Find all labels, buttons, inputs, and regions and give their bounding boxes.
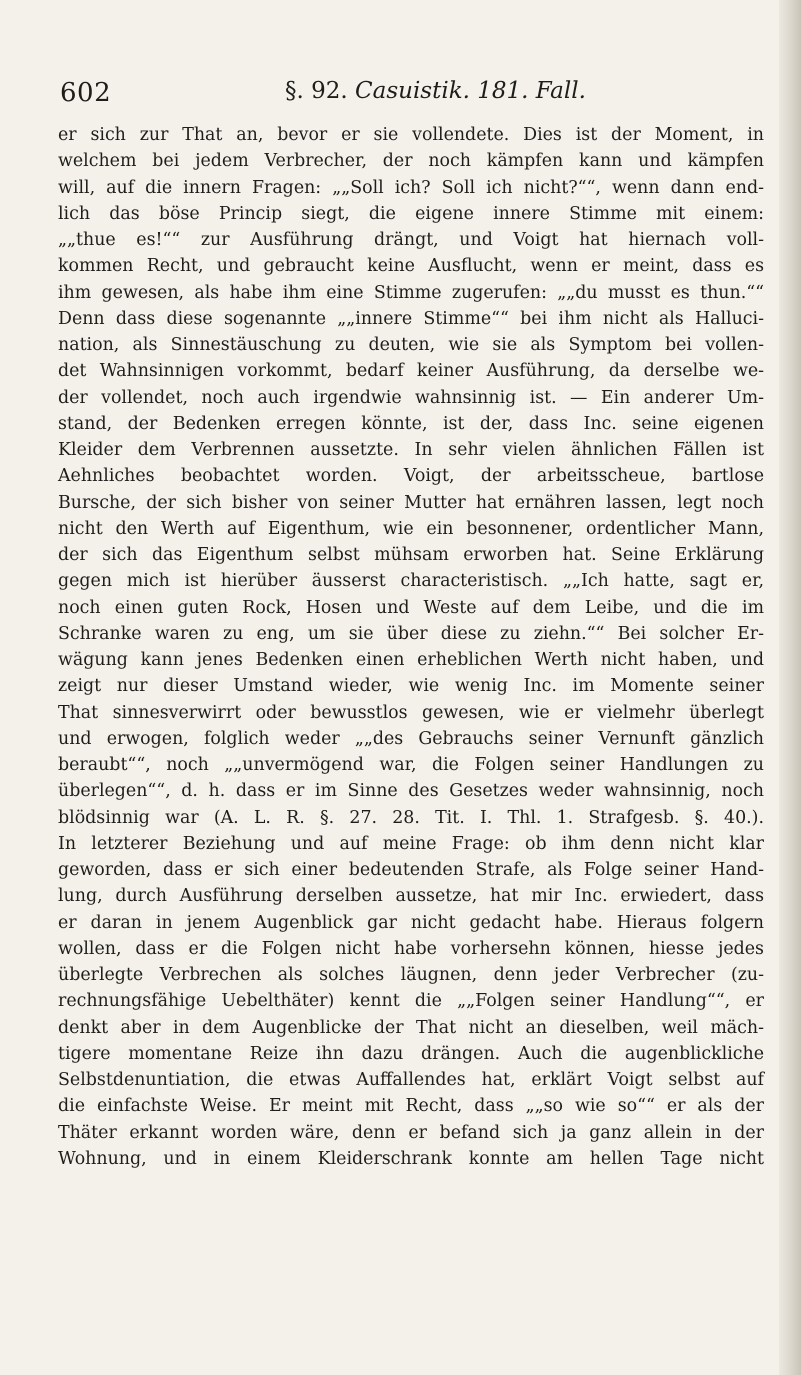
text-line: Aehnliches beobachtet worden. Voigt, der arbeitsscheue, bartlose xyxy=(58,466,764,487)
section-title: Casuistik. xyxy=(355,78,470,104)
text-line: gegen mich ist hierüber äusserst characteristisch. „„Ich hatte, sagt er, xyxy=(58,571,764,592)
text-line: wollen, dass er die Folgen nicht habe vorhersehn können, hiesse jedes xyxy=(58,938,764,959)
text-line: tigere momentane Reize ihn dazu drängen. Auch die augenblickliche xyxy=(58,1043,764,1064)
text-line: det Wahnsinnigen vorkommt, bedarf keiner Ausführung, da derselbe we- xyxy=(58,361,764,382)
text-line: die einfachste Weise. Er meint mit Recht, dass „„so wie so““ er als der xyxy=(58,1096,764,1117)
text-line: will, auf die innern Fragen: „„Soll ich? Soll ich nicht?““, wenn dann end- xyxy=(58,177,764,198)
text-line: noch einen guten Rock, Hosen und Weste auf dem Leibe, und die im xyxy=(58,597,764,618)
text-line: In letzterer Beziehung und auf meine Frage: ob ihm denn nicht klar xyxy=(58,833,764,854)
body-text xyxy=(58,122,764,1172)
text-line: überlegte Verbrechen als solches läugnen, denn jeder Verbrecher (zu- xyxy=(58,965,764,985)
text-line: rechnungsfähige Uebelthäter) kennt die „„Folgen seiner Handlung““, er xyxy=(58,991,764,1012)
text-line: Denn dass diese sogenannte „„innere Stimme““ bei ihm nicht als Halluci- xyxy=(58,308,764,329)
text-line: stand, der Bedenken erregen könnte, ist der, dass Inc. seine eigenen xyxy=(58,413,764,434)
case-number: 181. Fall. xyxy=(477,78,586,104)
text-line: und erwogen, folglich weder „„des Gebrauchs seiner Vernunft gänzlich xyxy=(58,728,764,749)
text-line: denkt aber in dem Augenblicke der That nicht an dieselben, weil mäch- xyxy=(58,1017,764,1038)
text-line: Selbstdenuntiation, die etwas Auffallendes hat, erklärt Voigt selbst auf xyxy=(58,1070,764,1090)
text-line: lich das böse Princip siegt, die eigene innere Stimme mit einem: xyxy=(58,203,764,224)
running-head xyxy=(285,78,586,104)
page-edge-shadow xyxy=(779,0,801,1375)
text-line: Thäter erkannt worden wäre, denn er befand sich ja ganz allein in der xyxy=(58,1122,764,1143)
text-line: zeigt nur dieser Umstand wieder, wie wenig Inc. im Momente seiner xyxy=(58,676,764,697)
text-line: welchem bei jedem Verbrecher, der noch kämpfen kann und kämpfen xyxy=(58,151,764,172)
text-line: kommen Recht, und gebraucht keine Ausflucht, wenn er meint, dass es xyxy=(58,256,764,277)
text-line: er daran in jenem Augenblick gar nicht gedacht habe. Hieraus folgern xyxy=(58,912,764,933)
text-line: er sich zur That an, bevor er sie vollendete. Dies ist der Moment, in xyxy=(58,125,764,145)
text-line: geworden, dass er sich einer bedeutenden Strafe, als Folge seiner Hand- xyxy=(58,860,764,880)
text-line: Kleider dem Verbrennen aussetzte. In sehr vielen ähnlichen Fällen ist xyxy=(58,440,764,460)
text-line: wägung kann jenes Bedenken einen erheblichen Werth nicht haben, und xyxy=(58,650,764,670)
text-line: der vollendet, noch auch irgendwie wahnsinnig ist. — Ein anderer Um- xyxy=(58,387,764,408)
text-line: That sinnesverwirrt oder bewusstlos gewesen, wie er vielmehr überlegt xyxy=(58,702,764,723)
text-line: der sich das Eigenthum selbst mühsam erworben hat. Seine Erklärung xyxy=(58,545,764,565)
section-number: §. 92. xyxy=(285,78,348,104)
text-line: blödsinnig war (A. L. R. §. 27. 28. Tit. I. Thl. 1. Strafgesb. §. 40.). xyxy=(58,807,764,828)
text-line: überlegen““, d. h. dass er im Sinne des Gesetzes weder wahnsinnig, noch xyxy=(58,781,764,802)
text-line: Bursche, der sich bisher von seiner Mutter hat ernähren lassen, legt noch xyxy=(58,492,764,513)
text-line: Schranke waren zu eng, um sie über diese zu ziehn.““ Bei solcher Er- xyxy=(58,623,764,644)
text-line: Wohnung, und in einem Kleiderschrank konnte am hellen Tage nicht xyxy=(58,1148,764,1169)
text-line: „„thue es!““ zur Ausführung drängt, und Voigt hat hiernach voll- xyxy=(58,230,764,250)
text-line: nicht den Werth auf Eigenthum, wie ein besonnener, ordentlicher Mann, xyxy=(58,518,764,539)
page-number: 602 xyxy=(60,78,112,108)
text-line: ihm gewesen, als habe ihm eine Stimme zugerufen: „„du musst es thun.““ xyxy=(58,282,764,303)
text-line: nation, als Sinnestäuschung zu deuten, wie sie als Symptom bei vollen- xyxy=(58,335,764,355)
text-line: lung, durch Ausführung derselben aussetze, hat mir Inc. erwiedert, dass xyxy=(58,886,764,907)
text-line: beraubt““, noch „„unvermögend war, die Folgen seiner Handlungen zu xyxy=(58,755,764,775)
